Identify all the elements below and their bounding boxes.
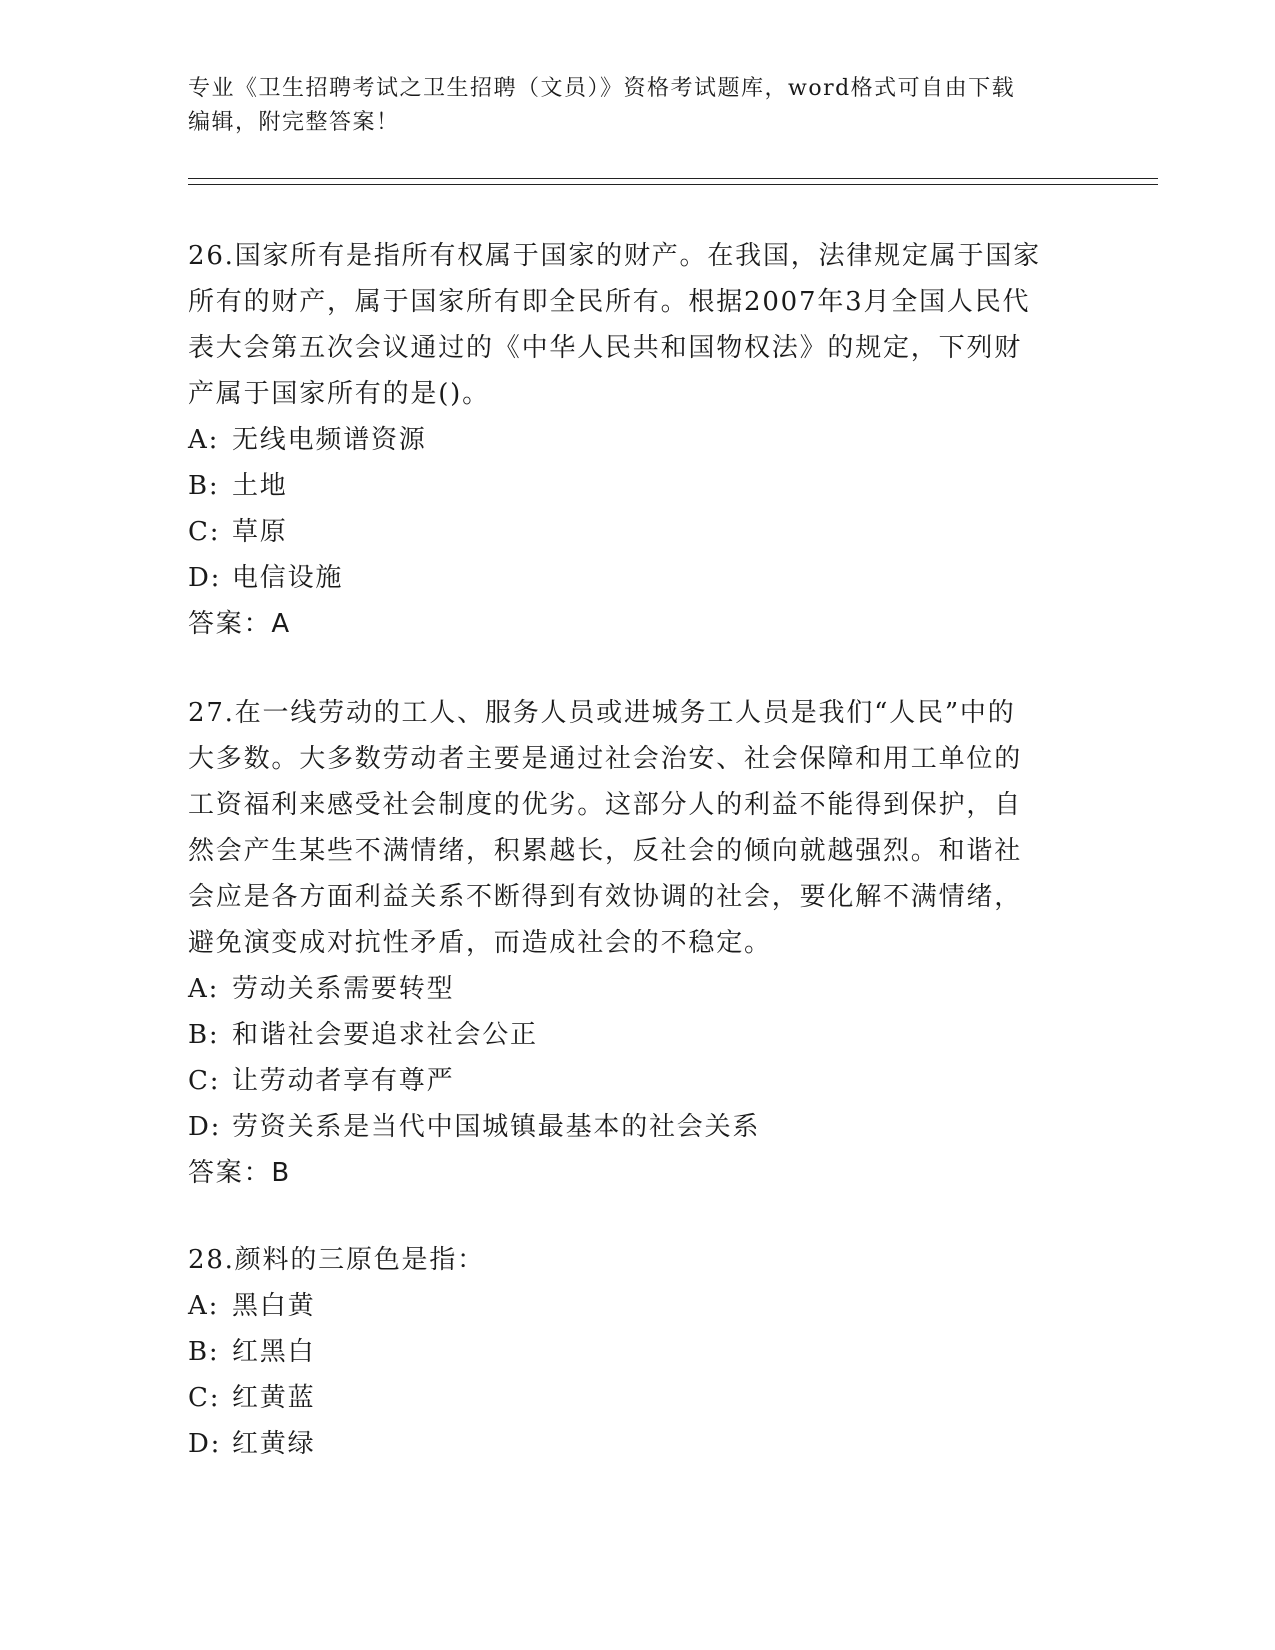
header-divider-bottom xyxy=(188,184,1158,185)
option-c xyxy=(188,1375,1088,1421)
option-key: A: xyxy=(188,1291,220,1321)
option-a xyxy=(188,1283,1088,1329)
option-key: A: xyxy=(188,425,220,455)
option-text: 和谐社会要追求社会公正 xyxy=(232,1020,538,1050)
option-b xyxy=(188,1012,1088,1058)
question-text-line: 所有的财产，属于国家所有即全民所有。根据2007年3月全国人民代 xyxy=(188,287,1031,317)
question-text-line: 避免演变成对抗性矛盾，而造成社会的不稳定。 xyxy=(188,928,772,958)
question-text-line: 工资福利来感受社会制度的优劣。这部分人的利益不能得到保护，自 xyxy=(188,790,1023,820)
question-text-line: 产属于国家所有的是()。 xyxy=(188,379,490,409)
option-key: A: xyxy=(188,974,220,1004)
option-text: 草原 xyxy=(232,517,288,547)
question-text-line: 然会产生某些不满情绪，积累越长，反社会的倾向就越强烈。和谐社 xyxy=(188,836,1023,866)
option-c xyxy=(188,509,1088,555)
question-27 xyxy=(188,690,1088,1196)
option-a xyxy=(188,966,1088,1012)
option-key: B: xyxy=(188,1337,220,1367)
option-text: 土地 xyxy=(232,471,288,501)
option-text: 红黑白 xyxy=(232,1337,316,1367)
header-divider-top xyxy=(188,178,1158,179)
option-b xyxy=(188,1329,1088,1375)
answer-label: 答案：B xyxy=(188,1158,292,1188)
option-d xyxy=(188,555,1088,601)
option-key: D: xyxy=(188,563,222,593)
option-b xyxy=(188,463,1088,509)
option-key: C: xyxy=(188,1383,221,1413)
question-text-line: 28.颜料的三原色是指： xyxy=(188,1245,485,1275)
option-text: 劳动关系需要转型 xyxy=(232,974,455,1004)
option-text: 黑白黄 xyxy=(232,1291,316,1321)
option-d xyxy=(188,1421,1088,1467)
option-key: B: xyxy=(188,471,220,501)
option-text: 红黄蓝 xyxy=(232,1383,316,1413)
option-text: 电信设施 xyxy=(232,563,344,593)
option-c xyxy=(188,1058,1088,1104)
option-text: 让劳动者享有尊严 xyxy=(232,1066,455,1096)
question-text-line: 26.国家所有是指所有权属于国家的财产。在我国，法律规定属于国家 xyxy=(188,241,1041,271)
answer-label: 答案：A xyxy=(188,609,291,639)
option-key: D: xyxy=(188,1112,222,1142)
question-28 xyxy=(188,1237,1088,1467)
option-d xyxy=(188,1104,1088,1150)
question-text-line: 会应是各方面利益关系不断得到有效协调的社会，要化解不满情绪， xyxy=(188,882,1023,912)
question-text-line: 大多数。大多数劳动者主要是通过社会治安、社会保障和用工单位的 xyxy=(188,744,1023,774)
option-key: C: xyxy=(188,1066,221,1096)
option-text: 无线电频谱资源 xyxy=(232,425,427,455)
option-a xyxy=(188,417,1088,463)
header-line-2: 编辑，附完整答案！ xyxy=(188,110,400,135)
option-key: D: xyxy=(188,1429,222,1459)
option-text: 红黄绿 xyxy=(232,1429,316,1459)
option-key: C: xyxy=(188,517,221,547)
header-line-1: 专业《卫生招聘考试之卫生招聘（文员）》资格考试题库，word格式可自由下载 xyxy=(188,76,1016,101)
document-header xyxy=(188,72,1088,140)
question-text-line: 表大会第五次会议通过的《中华人民共和国物权法》的规定，下列财 xyxy=(188,333,1023,363)
question-text-line: 27.在一线劳动的工人、服务人员或进城务工人员是我们“人民”中的 xyxy=(188,698,1016,728)
option-key: B: xyxy=(188,1020,220,1050)
question-26 xyxy=(188,233,1088,647)
option-text: 劳资关系是当代中国城镇最基本的社会关系 xyxy=(232,1112,761,1142)
